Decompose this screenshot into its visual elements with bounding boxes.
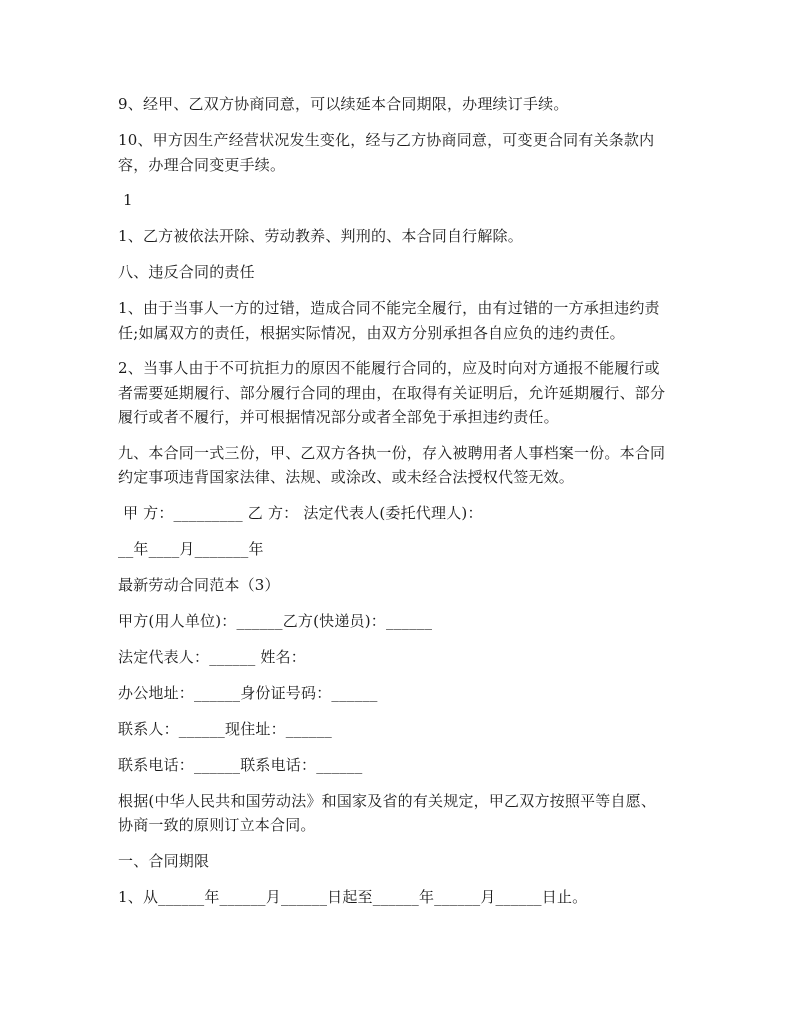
section-1-heading: 一、合同期限 (118, 852, 210, 870)
party-names-field: 甲方(用人单位)：______乙方(快递员)：______ (118, 612, 433, 630)
address-id-field: 办公地址：______身份证号码：______ (118, 684, 378, 702)
liability-clause-2-line-2: 者需要延期履行、部分履行合同的理由，在取得有关证明后，允许延期履行、部分 (118, 384, 666, 402)
liability-clause-1-line-1: 1、由于当事人一方的过错，造成合同不能完全履行，由有过错的一方承担违约责 (118, 299, 660, 317)
signature-line: 甲 方：_________ 乙 方： 法定代表人(委托代理人)： (118, 504, 483, 522)
clause-9-renewal: 9、经甲、乙双方协商同意，可以续延本合同期限，办理续订手续。 (118, 95, 569, 113)
contact-person-field: 联系人：______现住址：______ (118, 720, 333, 738)
preamble-line-1: 根据(中华人民共和国劳动法》和国家及省的有关规定，甲乙双方按照平等自愿、 (118, 792, 657, 810)
liability-clause-2-line-3: 履行或者不履行，并可根据情况部分或者全部免于承担违约责任。 (118, 408, 559, 426)
term-dates-clause: 1、从______年______月______日起至______年______月______日止。 (118, 888, 588, 906)
liability-clause-2-line-1: 2、当事人由于不可抗拒力的原因不能履行合同的，应及时向对方通报不能履行或 (118, 359, 660, 377)
termination-clause: 1、乙方被依法开除、劳动教养、判刑的、本合同自行解除。 (118, 227, 523, 245)
preamble-line-2: 协商一致的原则订立本合同。 (118, 816, 316, 834)
legal-rep-field: 法定代表人：______ 姓名： (118, 648, 306, 666)
clause-10-line-1: 10、甲方因生产经营状况发生变化，经与乙方协商同意，可变更合同有关条款内 (118, 131, 655, 149)
template-3-title: 最新劳动合同范本（3） (118, 576, 280, 594)
phone-field: 联系电话：______联系电话：______ (118, 756, 363, 774)
section-9-line-1: 九、本合同一式三份，甲、乙双方各执一份，存入被聘用者人事档案一份。本合同 (118, 444, 666, 462)
section-8-heading: 八、违反合同的责任 (118, 263, 255, 281)
date-line: __年____月_______年 (118, 540, 264, 558)
liability-clause-1-line-2: 任;如属双方的责任，根据实际情况，由双方分别承担各自应负的违约责任。 (118, 324, 625, 342)
clause-10-line-2: 容，办理合同变更手续。 (118, 156, 286, 174)
stray-number: 1 (118, 191, 133, 209)
section-9-line-2: 约定事项违背国家法律、法规、或涂改、或未经合法授权代签无效。 (118, 468, 575, 486)
